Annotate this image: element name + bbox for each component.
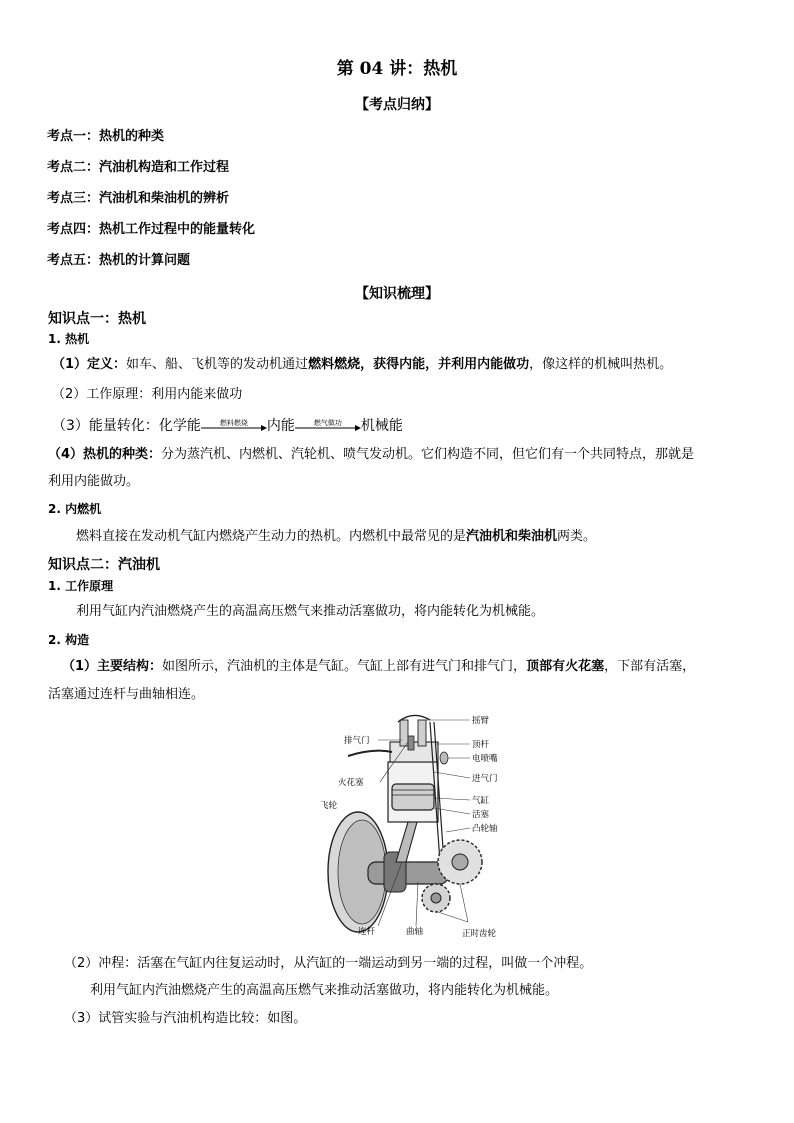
kp1-ice-bold: 汽油机和柴油机 (466, 529, 558, 544)
kp2-compare: （3）试管实验与汽油机构造比较：如图。 (64, 1011, 307, 1026)
kp1-energy-end: 机械能 (360, 418, 403, 434)
spark-plug-shape (408, 736, 414, 750)
kaodian-item-2: 考点二：汽油机构造和工作过程 (47, 160, 230, 175)
kp1-principle: （2）工作原理：利用内能来做功 (52, 387, 243, 402)
kp1-energy-conversion (52, 417, 403, 435)
arrow2-label: 燃气做功 (313, 419, 342, 427)
kp1-energy-mid: 内能 (266, 418, 295, 434)
kp1-def-label: （1）定义： (52, 357, 127, 372)
kp2-stroke: （2）冲程：活塞在气缸内往复运动时，从汽缸的一端运动到另一端的过程，叫做一个冲程。 (64, 956, 593, 971)
label-flywheel: 飞轮 (320, 801, 338, 811)
kp1-definition (52, 356, 672, 374)
gasoline-engine-figure (318, 712, 506, 944)
crankshaft-shape (368, 862, 448, 884)
piston-shape (392, 784, 434, 810)
kp2-stroke-cont: 利用气缸内汽油燃烧产生的高温高压燃气来推动活塞做功，将内能转化为机械能。 (90, 983, 559, 998)
kp1-sub1: 1. 热机 (48, 332, 90, 346)
kp2-struct-label: （1）主要结构： (62, 659, 163, 674)
kp2-heading: 知识点二：汽油机 (48, 557, 160, 573)
kp1-types-cont: 利用内能做功。 (48, 474, 140, 489)
kp1-sub2: 2. 内燃机 (48, 502, 102, 516)
section-knowledge-heading: 【知识梳理】 (355, 286, 439, 302)
kp2-structure (62, 658, 695, 676)
kp1-def-text2: ，像这样的机械叫热机。 (529, 357, 673, 372)
label-gear: 正时齿轮 (462, 929, 497, 939)
exhaust-valve-spring (400, 720, 408, 746)
kp2-struct-bold: 顶部有火花塞 (526, 659, 605, 674)
kp1-types-label: （4）热机的种类： (48, 447, 162, 462)
kaodian-item-4: 考点四：热机工作过程中的能量转化 (47, 222, 256, 237)
energy-arrow-1 (201, 417, 267, 435)
arrow1-icon (201, 424, 267, 432)
arrow2-icon (295, 424, 361, 432)
label-pushrod: 顶杆 (472, 740, 490, 750)
kaodian-item-3: 考点三：汽油机和柴油机的辨析 (47, 191, 230, 206)
kp2-struct-text1: 如图所示，汽油机的主体是气缸。气缸上部有进气门和排气门， (162, 659, 527, 674)
kp1-ice-text2: 两类。 (557, 529, 597, 544)
arrow1-label: 燃料燃烧 (219, 419, 248, 427)
section-summary-heading: 【考点归纳】 (355, 97, 439, 113)
kp2-sub1: 1. 工作原理 (48, 579, 114, 593)
kp2-struct-text2: ，下部有活塞， (604, 659, 696, 674)
energy-arrow-2 (295, 417, 361, 435)
kp1-types (48, 446, 694, 464)
label-rod: 连杆 (358, 927, 376, 937)
label-spark: 火花塞 (338, 778, 364, 788)
kp1-heading: 知识点一：热机 (48, 311, 146, 327)
kp1-energy-label: （3）能量转化：化学能 (52, 418, 201, 434)
kp1-types-text: 分为蒸汽机、内燃机、汽轮机、喷气发动机。它们构造不同，但它们有一个共同特点，那就是 (161, 447, 695, 462)
kp2-sub2: 2. 构造 (48, 633, 90, 647)
kaodian-item-5: 考点五：热机的计算问题 (47, 253, 191, 268)
kaodian-item-1: 考点一：热机的种类 (47, 129, 165, 144)
label-crank: 曲轴 (406, 927, 424, 937)
label-piston: 活塞 (472, 810, 490, 820)
intake-valve-spring (418, 720, 426, 746)
kp1-def-text1: 如车、船、飞机等的发动机通过 (126, 357, 309, 372)
label-exhaust: 排气门 (344, 736, 370, 746)
label-nozzle: 电喷嘴 (472, 754, 498, 764)
kp1-ice-text1: 燃料直接在发动机气缸内燃烧产生动力的热机。内燃机中最常见的是 (76, 529, 467, 544)
kp2-principle: 利用气缸内汽油燃烧产生的高温高压燃气来推动活塞做功，将内能转化为机械能。 (76, 604, 545, 619)
label-intake: 进气门 (472, 774, 498, 784)
kp2-struct-cont: 活塞通过连杆与曲轴相连。 (48, 687, 205, 702)
label-rocker: 摇臂 (472, 716, 490, 726)
kp1-ice-text (76, 528, 596, 546)
kp1-def-bold: 燃料燃烧，获得内能，并利用内能做功 (308, 357, 530, 372)
label-cylinder: 气缸 (472, 796, 490, 806)
page-title: 第 04 讲：热机 (336, 59, 458, 79)
label-camshaft: 凸轮轴 (472, 824, 498, 834)
